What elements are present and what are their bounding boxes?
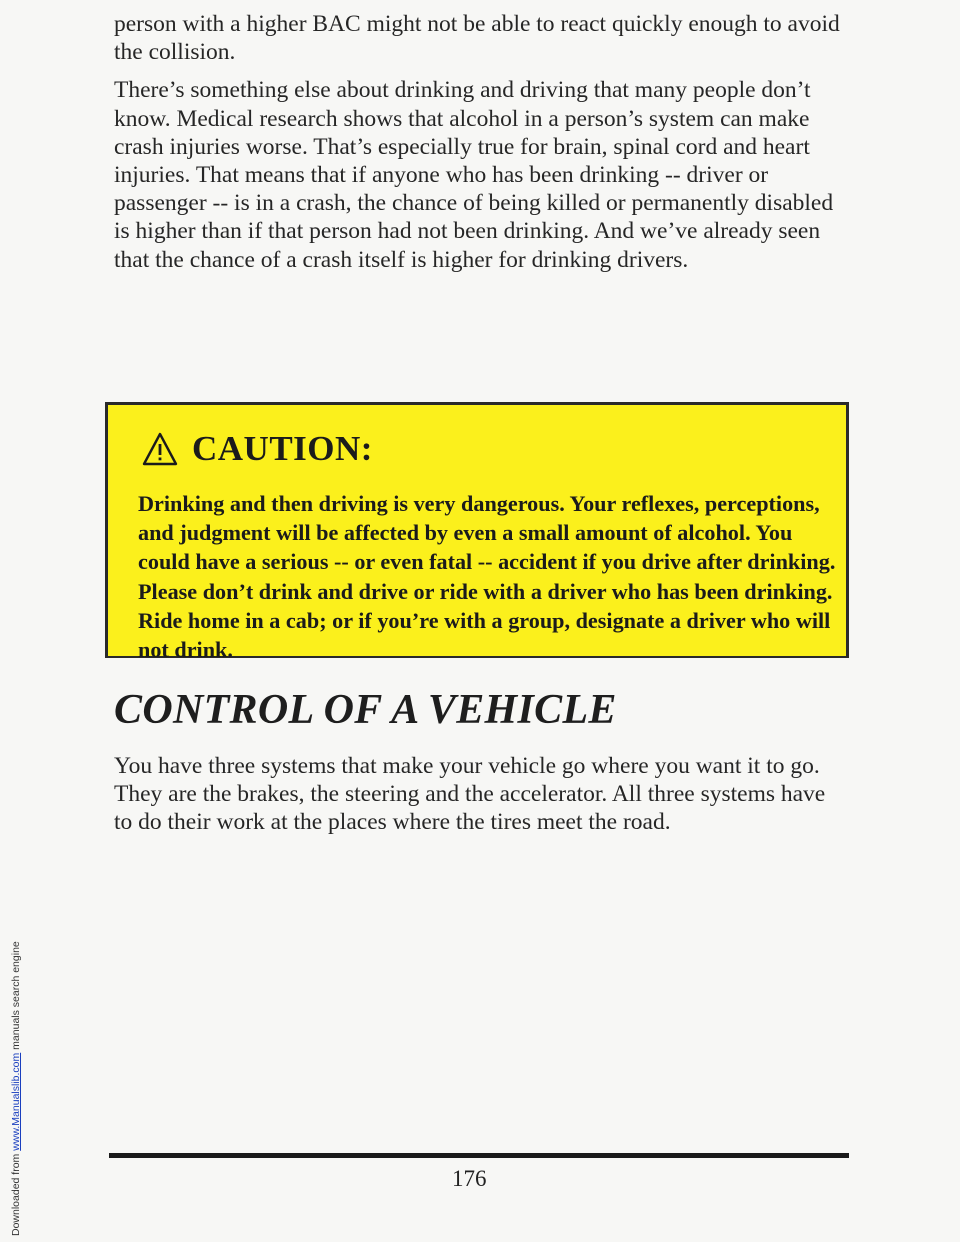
caution-box	[105, 402, 849, 663]
page-number: 176	[452, 1166, 487, 1191]
download-banner-text	[10, 941, 22, 1236]
warning-triangle-icon	[142, 432, 178, 466]
paragraph-bac: person with a higher BAC might not be able to react quickly enough to avoid the collision.	[114, 11, 840, 66]
manualslib-link[interactable]: www.Manualslib.com	[10, 1052, 22, 1151]
caution-heading	[142, 429, 373, 469]
banner-prefix: Downloaded from	[10, 1150, 22, 1236]
footer-divider	[109, 1153, 849, 1158]
caution-text: Drinking and then driving is very dangerous. Your reflexes, perceptions, and judgment will be affected by even a small amount of alcohol. You could have a serious -- or even fatal -- accident if you drive after drinking. Please don’t drink and drive or ride with a driver who has been drinking. Ride home in a cab; or if you’re with a group, designate a driver who will not drink.	[138, 491, 836, 663]
section-title: CONTROL OF A VEHICLE	[114, 687, 617, 733]
caution-label: CAUTION:	[192, 429, 373, 468]
download-banner	[0, 0, 22, 1242]
section-paragraph: You have three systems that make your vehicle go where you want it to go. They are the brakes, the steering and the accelerator. All three systems have to do their work at the places where the tires meet the road.	[114, 753, 826, 836]
paragraph-medical-research: There’s something else about drinking and driving that many people don’t know. Medical research shows that alcohol in a person’s system can make crash injuries worse. That’s especially true for brain, spinal cord and heart injuries. That means that if anyone who has been drinking -- driver or passenger -- is in a crash, the chance of being killed or permanently disabled is higher than if that person had not been drinking. And we’ve already seen that the chance of a crash itself is higher for drinking drivers.	[114, 77, 834, 273]
body-text	[114, 10, 849, 274]
banner-suffix: manuals search engine	[10, 941, 22, 1053]
